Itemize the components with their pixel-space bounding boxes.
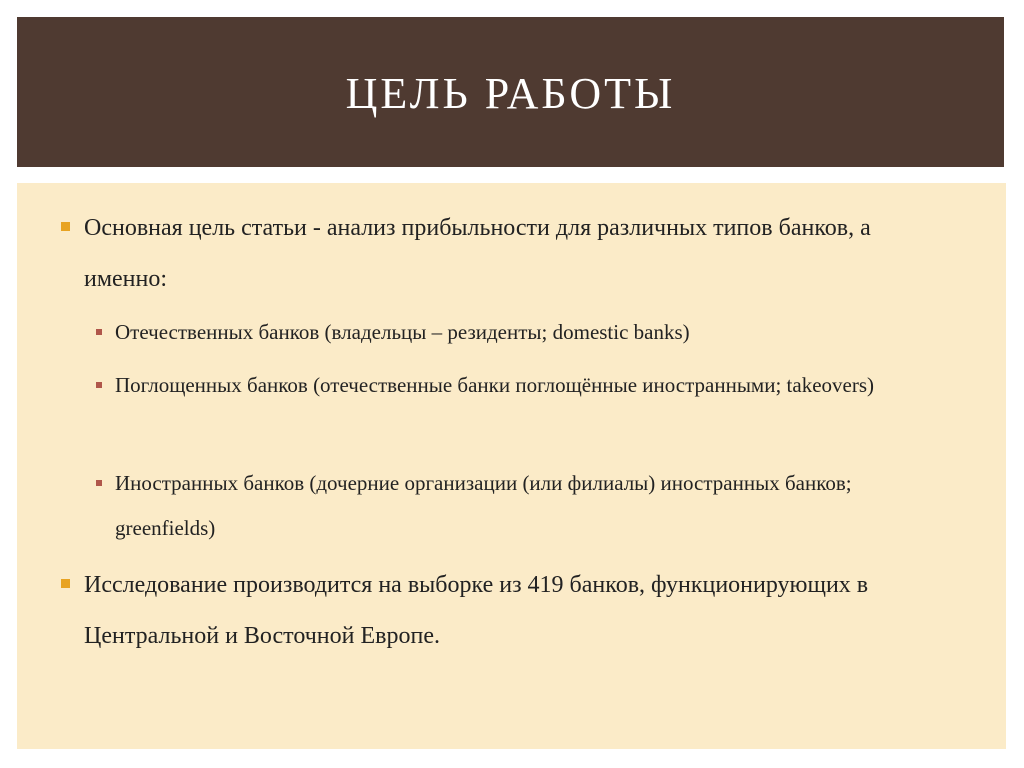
- square-bullet-red-icon: [96, 382, 102, 388]
- bullet-main-goal: Основная цель статьи - анализ прибыльности для различных типов банков, а именно:: [84, 215, 871, 292]
- bullet-sample-description: Исследование производится на выборке из 419 банков, функционирующих в Центральной и Восточной Европе.: [84, 572, 869, 649]
- square-bullet-orange-icon: [61, 579, 70, 588]
- square-bullet-red-icon: [96, 480, 102, 486]
- square-bullet-orange-icon: [61, 222, 70, 231]
- bullet-domestic-banks: Отечественных банков (владельцы – резиденты; domestic banks): [115, 320, 690, 344]
- square-bullet-red-icon: [96, 329, 102, 335]
- content-box: [17, 183, 1006, 749]
- title-bar: [17, 17, 1004, 167]
- bullet-takeover-banks: Поглощенных банков (отечественные банки поглощённые иностранными; takeovers): [115, 373, 875, 397]
- slide-title: ЦЕЛЬ РАБОТЫ: [345, 68, 676, 118]
- bullet-foreign-banks: Иностранных банков (дочерние организации (или филиалы) иностранных банков; greenfields): [115, 471, 852, 540]
